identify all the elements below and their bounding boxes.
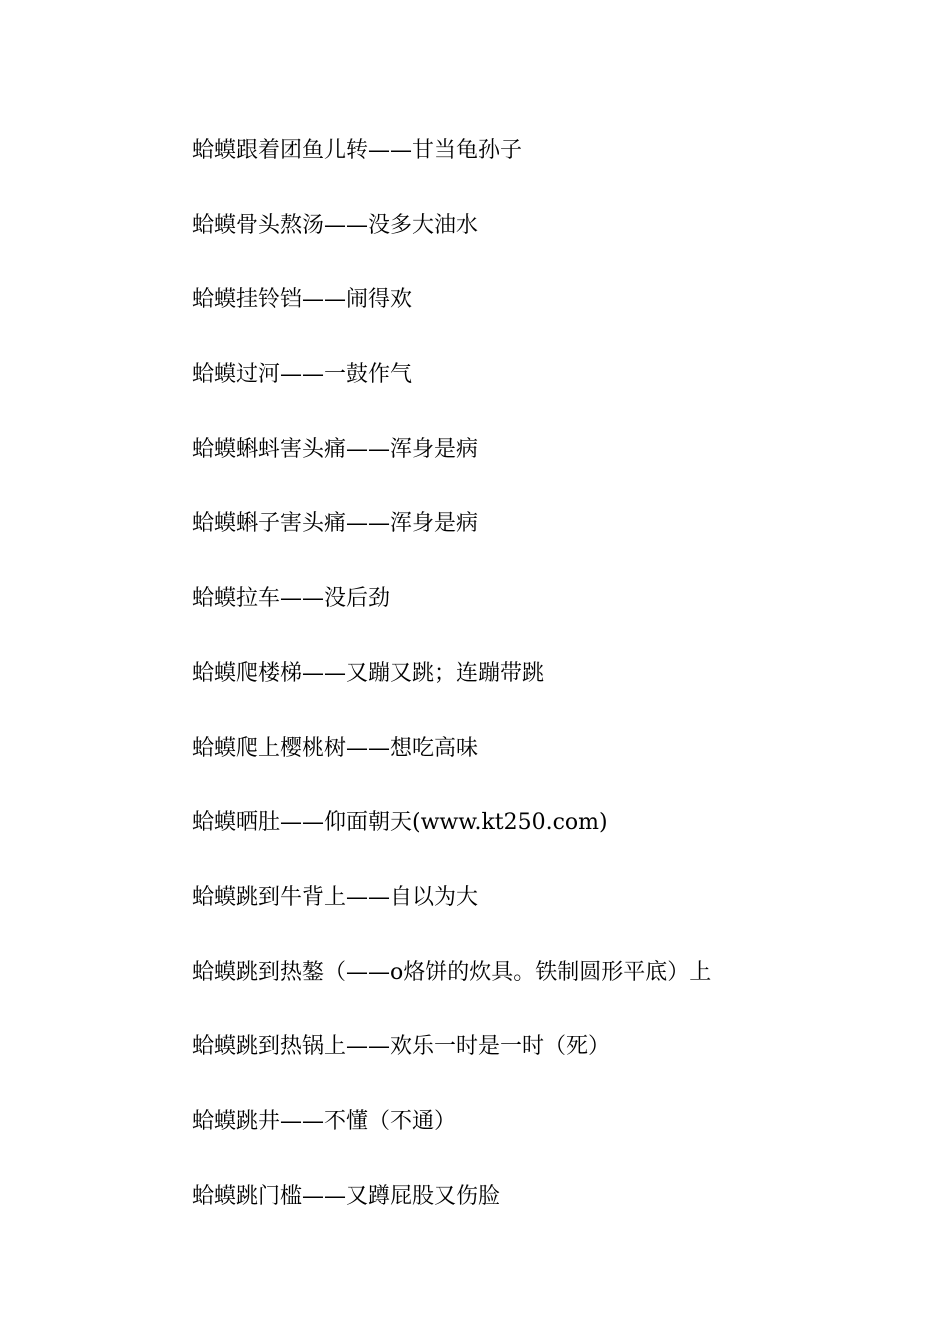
- text-line: 蛤蟆蝌蚪害头痛——浑身是病: [192, 436, 479, 462]
- text-line: 蛤蟆拉车——没后劲: [192, 586, 391, 612]
- text-line: 蛤蟆跳井——不懂（不通）: [192, 1108, 457, 1134]
- text-lines: [192, 133, 912, 1253]
- text-line: 蛤蟆蝌子害头痛——浑身是病: [192, 511, 479, 537]
- text-line: 蛤蟆晒肚——仰面朝天(www.kt250.com): [192, 810, 608, 836]
- text-line: 蛤蟆跳到牛背上——自以为大: [192, 884, 479, 910]
- text-line: 蛤蟆爬上樱桃树——想吃高味: [192, 735, 479, 761]
- text-line: 蛤蟆跳到热鏊（——o烙饼的炊具。铁制圆形平底）上: [192, 959, 712, 985]
- text-line: 蛤蟆骨头熬汤——没多大油水: [192, 212, 479, 238]
- text-line: 蛤蟆跟着团鱼儿转——甘当龟孙子: [192, 138, 523, 163]
- text-line: 蛤蟆过河——一鼓作气: [192, 362, 413, 388]
- text-line: 蛤蟆爬楼梯——又蹦又跳；连蹦带跳: [192, 660, 545, 686]
- text-line: 蛤蟆跳到热锅上——欢乐一时是一时（死）: [192, 1034, 611, 1060]
- text-line: 蛤蟆挂铃铛——闹得欢: [192, 287, 413, 313]
- text-line: 蛤蟆跳门槛——又蹲屁股又伤脸: [192, 1183, 501, 1209]
